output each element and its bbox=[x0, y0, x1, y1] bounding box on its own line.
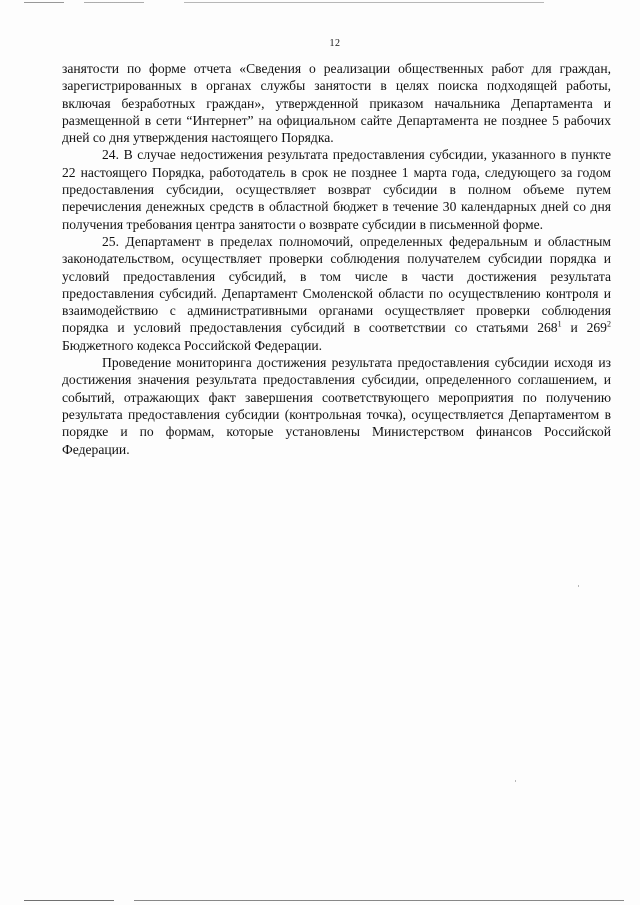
scan-edge-bottom bbox=[24, 900, 624, 901]
page-number: 12 bbox=[329, 38, 341, 49]
paragraph-item-25-text-before: 25. Департамент в пределах полномочий, определенных федеральным и областным законодательством, осуществляет проверки соблюдения получателем субсидии порядка и условий предоставления субсидий, в том числе в части достижения результата предоставления субсидий. Департамент Смоленской области по осуществлению контроля и взаимодействию с административными органами осуществляет проверки соблюдения порядка и условий предоставления субсидий в соответствии со статьями 268 bbox=[62, 233, 611, 336]
paragraph-item-25-text-middle: и 269 bbox=[561, 320, 607, 336]
superscript-2: 2 bbox=[606, 319, 611, 329]
scan-edge-top bbox=[24, 2, 624, 3]
scan-speck bbox=[515, 780, 516, 782]
document-body bbox=[62, 60, 611, 458]
scan-speck bbox=[578, 585, 579, 587]
paragraph-item-24: 24. В случае недостижения результата предоставления субсидии, указанного в пункте 22 настоящего Порядка, работодатель в срок не позднее 1 марта года, следующего за годом предоставления субсидии, осуществляет возврат субсидии в полном объеме путем перечисления денежных средств в областной бюджет в течение 30 календарных дней со дня получения требования центра занятости о возврате субсидии в письменной форме. bbox=[62, 147, 611, 232]
paragraph-item-25-text-after: Бюджетного кодекса Российской Федерации. bbox=[62, 337, 323, 353]
paragraph-continuation: занятости по форме отчета «Сведения о реализации общественных работ для граждан, зарегистрированных в органах службы занятости в целях поиска подходящей работы, включая безработных граждан», утвержденной приказом начальника Департамента и размещенной в сети “Интернет” на официальном сайте Департамента не позднее 5 рабочих дней со дня утверждения настоящего Порядка. bbox=[62, 61, 611, 146]
superscript-1: 1 bbox=[557, 319, 562, 329]
paragraph-item-25 bbox=[62, 233, 611, 354]
paragraph-monitoring: Проведение мониторинга достижения результата предоставления субсидии исходя из достижения значения результата предоставления субсидии, определенного соглашением, и событий, отражающих факт завершения соответствующего мероприятия по получению результата предоставления субсидии (контрольная точка), осуществляется Департаментом в порядке и по формам, которые установлены Министерством финансов Российской Федерации. bbox=[62, 355, 611, 457]
